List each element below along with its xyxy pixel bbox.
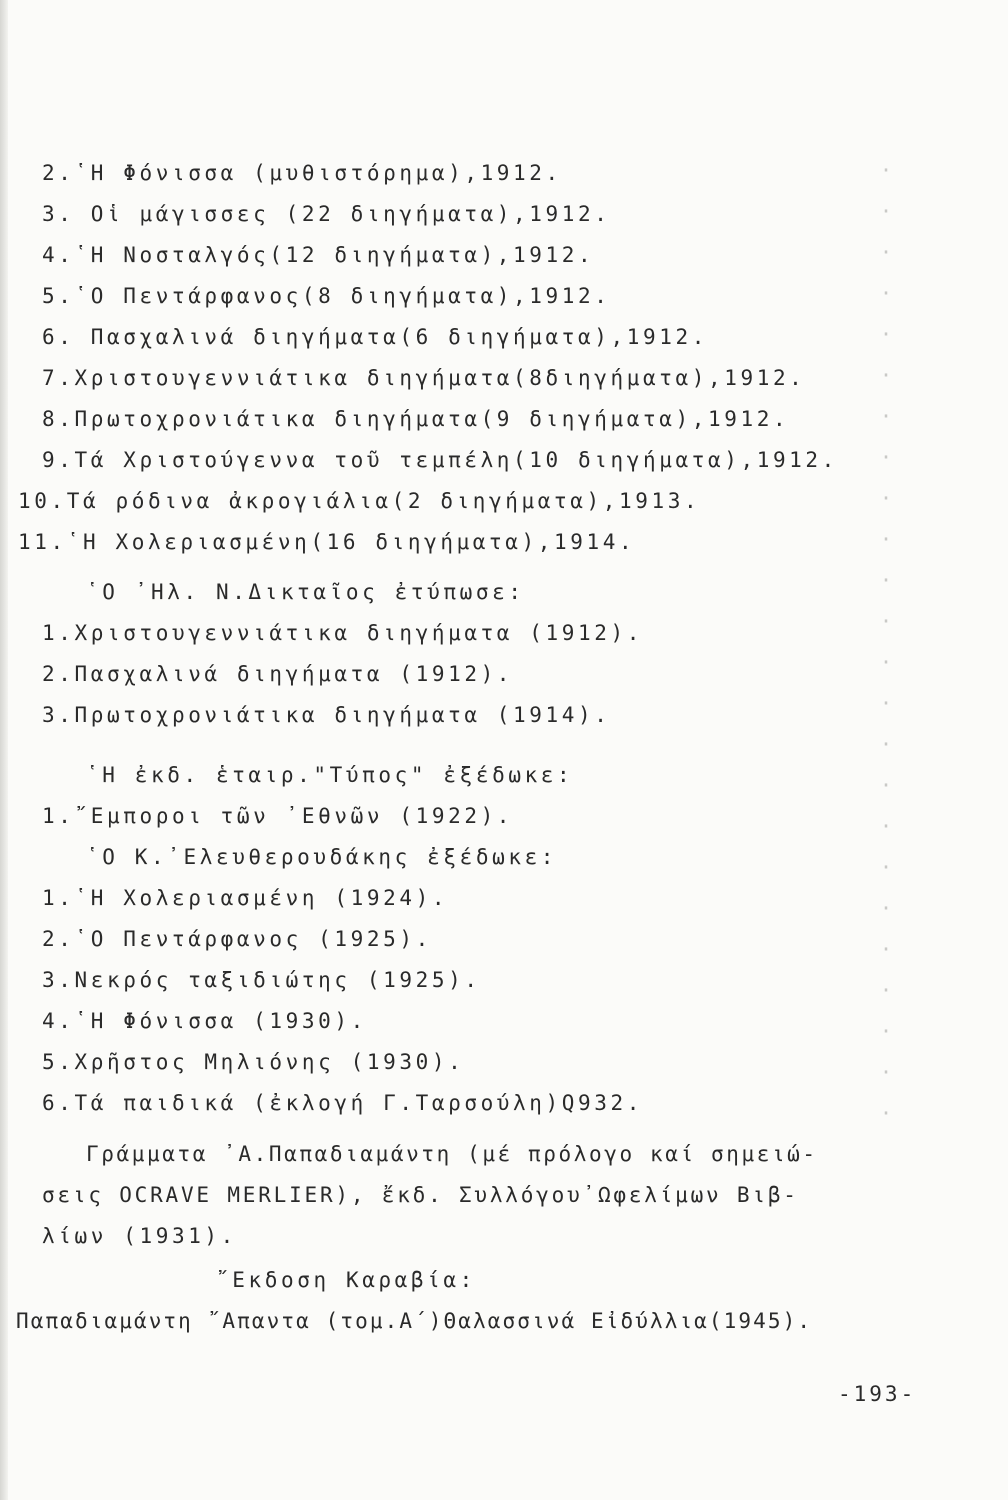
list-item: 9.Τά Χριστούγεννα τοῦ τεμπέλη(10 διηγήματα),1912. [42,448,838,472]
list-item: 3.Νεκρός ταξιδιώτης (1925). [42,968,481,992]
list-item: 2.῾Ο Πεντάρφανος (1925). [42,927,432,951]
section-heading: ῾Ο Κ.᾽Ελευθερουδάκης ἐξέδωκε: [86,845,558,869]
list-item: 2.῾Η Φόνισσα (μυθιστόρημα),1912. [42,161,562,185]
section-heading: ῾Ο ᾽Ηλ. Ν.Δικταῖος ἐτύπωσε: [86,580,525,604]
list-item: 1.῾Η Χολεριασμένη (1924). [42,886,449,910]
list-item: 10.Τά ρόδινα ἀκρογιάλια(2 διηγήματα),1913. [18,489,701,513]
paragraph-line: σεις OCRAVE MERLIER), ἔκδ. Συλλόγου᾽Ωφελίμων Βιβ- [42,1183,799,1207]
list-item: 3.Πρωτοχρονιάτικα διηγήματα (1914). [42,703,611,727]
page-number: -193- [838,1382,917,1406]
list-item: 11.῾Η Χολεριασμένη(16 διηγήματα),1914. [18,530,636,554]
list-item: 6.Τά παιδικά (ἐκλογή Γ.Ταρσούλη)Q932. [42,1091,643,1115]
list-item: 5.῾Ο Πεντάρφανος(8 διηγήματα),1912. [42,284,611,308]
paragraph-line: λίων (1931). [42,1224,237,1248]
paragraph-line: Παπαδιαμάντη ῎Απαντα (τομ.Α΄)Θαλασσινά Εἰδύλλια(1945). [16,1309,813,1333]
list-item: 8.Πρωτοχρονιάτικα διηγήματα(9 διηγήματα),1912. [42,407,790,431]
section-heading: ῎Εκδοση Καραβία: [216,1268,476,1292]
paragraph-line: Γράμματα ᾽Α.Παπαδιαμάντη (μέ πρόλογο καί σημειώ- [86,1142,818,1166]
list-item: 2.Πασχαλινά διηγήματα (1912). [42,662,514,686]
list-item: 4.῾Η Νοσταλγός(12 διηγήματα),1912. [42,243,595,267]
list-item: 6. Πασχαλινά διηγήματα(6 διηγήματα),1912. [42,325,708,349]
page-edge [0,0,8,1500]
list-item: 4.῾Η Φόνισσα (1930). [42,1009,367,1033]
list-item: 5.Χρῆστος Μηλιόνης (1930). [42,1050,465,1074]
list-item: 7.Χριστουγεννιάτικα διηγήματα(8διηγήματα),1912. [42,366,806,390]
section-heading: ῾Η ἐκδ. ἑταιρ."Τύπος" ἐξέδωκε: [86,763,574,787]
list-item: 1.῎Εμποροι τῶν ᾽Εθνῶν (1922). [42,804,514,828]
bleed-through-text: · · · · · · · · · · · · · · · · · · · · · · · · [880,158,893,1125]
list-item: 1.Χριστουγεννιάτικα διηγήματα (1912). [42,621,643,645]
list-item: 3. Οἱ μάγισσες (22 διηγήματα),1912. [42,202,611,226]
